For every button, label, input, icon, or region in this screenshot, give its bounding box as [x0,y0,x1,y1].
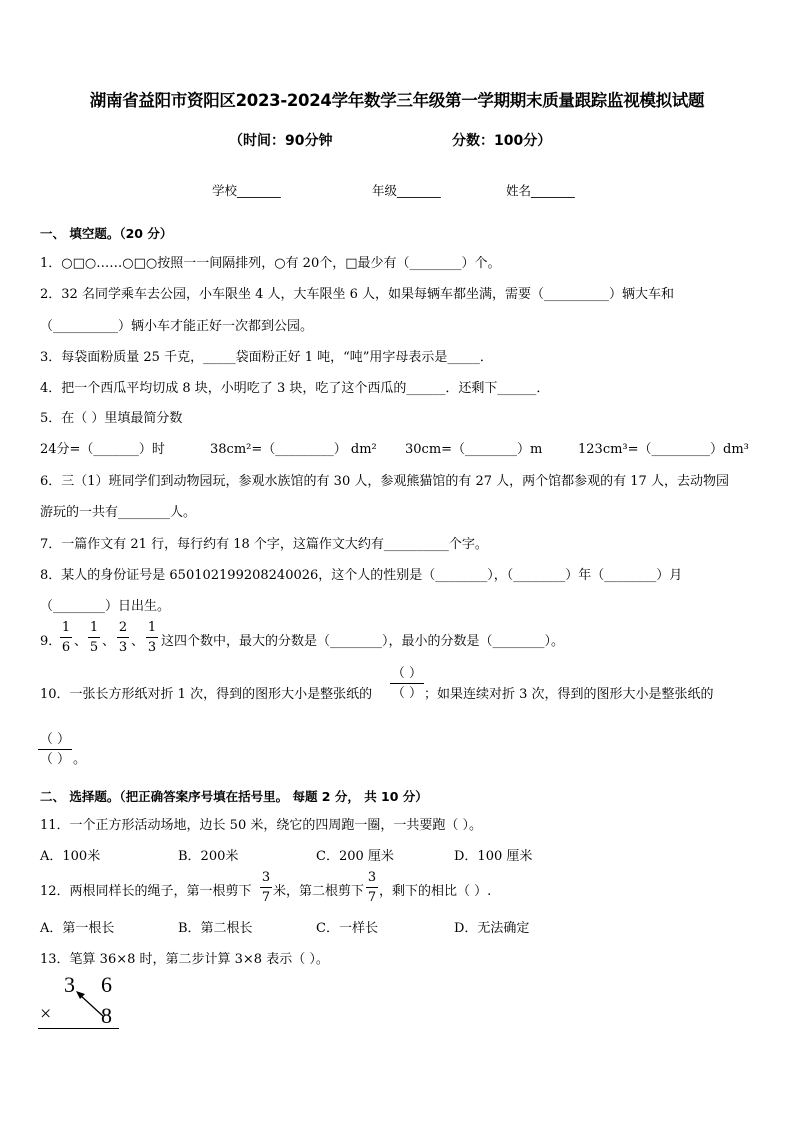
question-7: 7．一篇作文有 21 行，每行约有 18 个字，这篇作文大约有__________个字。 [40,537,488,552]
result-line [38,1028,119,1029]
name-field: 姓名_______ [506,183,575,198]
denominator: 3 [147,640,157,655]
question-2-line-2: （__________）辆小车才能正好一次都到公园。 [40,319,314,334]
numerator: 1 [61,620,71,635]
question-5-part-d: 123cm³=（_________）dm³ [578,442,749,457]
numerator: 1 [89,620,99,635]
question-10-part-1: 10．一张长方形纸对折 1 次，得到的图形大小是整张纸的 [40,687,373,702]
exam-title: 湖南省益阳市资阳区2023-2024学年数学三年级第一学期期末质量跟踪监视模拟试题 [89,91,705,110]
question-8-line-1: 8．某人的身份证号是 650102199208240026，这个人的性别是（________），（________）年（________）月 [40,568,683,583]
fraction-3-7-a [260,870,272,905]
question-1: 1．○□○……○□○按照一一间隔排列，○有 20个，□最少有（________）个。 [40,256,501,271]
question-12-pre: 12．两根同样长的绳子，第一根剪下 [40,884,252,899]
denominator: 5 [89,640,99,655]
q11-option-c: C．200 厘米 [316,849,394,864]
question-5-part-a: 24分=（_______）时 [40,442,165,457]
fraction-1-5 [88,620,100,655]
digit-3: 3 [64,972,75,997]
time-limit: （时间：90分钟 [229,133,333,149]
denominator: 6 [61,640,71,655]
fraction-3-7-b [366,870,378,905]
denominator: 7 [261,890,271,905]
q11-option-a: A．100米 [40,849,101,864]
numerator: （ ） [391,666,423,681]
question-6-line-1: 6．三（1）班同学们到动物园玩，参观水族馆的有 30 人，参观熊猫馆的有 27 人，两个馆都参观的有 17 人，去动物园 [40,474,729,489]
numerator: 1 [147,620,157,635]
numerator: （ ） [39,732,71,747]
question-11: 11．一个正方形活动场地，边长 50 米，绕它的四周跑一圈，一共要跑（ ）。 [40,818,482,833]
question-10-end: 。 [73,752,87,767]
question-5: 5．在（ ）里填最简分数 [40,411,183,426]
grade-field: 年级_______ [372,183,441,198]
denominator: （ ） [39,752,71,767]
total-score: 分数：100分） [452,133,552,149]
question-4: 4．把一个西瓜平均切成 8 块，小明吃了 3 块，吃了这个西瓜的______．还剩下______． [40,381,550,396]
digit-8: 8 [101,1003,112,1028]
question-9-text: 这四个数中，最大的分数是（________），最小的分数是（________）。 [161,634,565,649]
q12-option-b: B．第二根长 [178,921,253,936]
blank-fraction-1 [390,666,424,701]
q11-option-d: D．100 厘米 [454,849,533,864]
question-13: 13．笔算 36×8 时，第二步计算 3×8 表示（ ）。 [40,952,329,967]
question-10-part-2: ；如果连续对折 3 次，得到的图形大小是整张纸的 [424,687,714,702]
blank-fraction-2 [38,732,72,767]
numerator: 3 [261,870,271,885]
section-2-heading: 二、 选择题。（把正确答案序号填在括号里。 每题 2 分， 共 10 分） [40,789,428,804]
times-sign: × [40,1003,52,1025]
denominator: （ ） [391,686,423,701]
fraction-2-3 [117,620,129,655]
question-5-part-b: 38cm²=（_________） dm² [210,442,377,457]
question-9-label: 9． [40,634,62,649]
numerator: 3 [367,870,377,885]
denominator: 3 [118,640,128,655]
school-field: 学校_______ [212,183,281,198]
carry-arrow-icon [60,980,120,1030]
fraction-1-3 [146,620,158,655]
q11-option-b: B．200米 [178,849,239,864]
fraction-1-6 [60,620,72,655]
question-8-line-2: （________）日出生。 [40,599,171,614]
q12-option-d: D．无法确定 [454,921,530,936]
question-12-post: ，剩下的相比（ ）. [379,884,492,899]
question-5-part-c: 30cm=（________）m [405,442,543,457]
section-1-heading: 一、 填空题。（20 分） [40,226,173,241]
q12-option-c: C．一样长 [316,921,378,936]
question-3: 3．每袋面粉质量 25 千克，_____袋面粉正好 1 吨，“吨”用字母表示是_____． [40,350,493,365]
numerator: 2 [118,620,128,635]
q12-option-a: A．第一根长 [40,921,115,936]
question-6-line-2: 游玩的一共有________人。 [40,505,197,520]
denominator: 7 [367,890,377,905]
question-2-line-1: 2．32 名同学乘车去公园，小车限坐 4 人，大车限坐 6 人，如果每辆车都坐满，需要（__________）辆大车和 [40,287,675,302]
question-12-mid: 米，第二根剪下 [273,884,365,899]
digit-6: 6 [101,972,112,997]
